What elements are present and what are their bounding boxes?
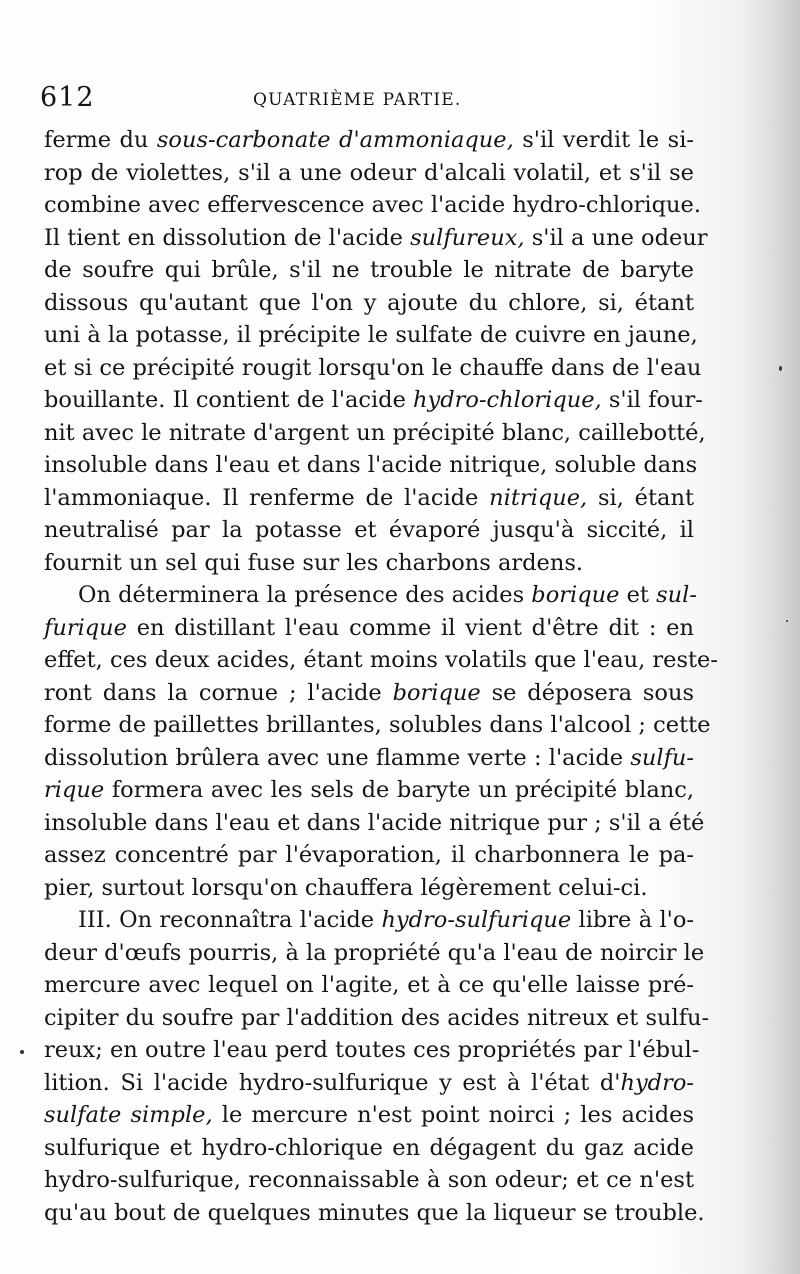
text-line xyxy=(44,319,698,352)
running-head: QUATRIÈME PARTIE. xyxy=(253,90,462,110)
body-text xyxy=(44,124,718,1229)
text-line xyxy=(44,742,694,775)
text-line xyxy=(44,482,694,515)
italic-term: sul- xyxy=(656,582,697,608)
text-run: ront dans la cornue ; l'acide xyxy=(44,679,393,706)
text-run: de soufre qui brûle, s'il ne trouble le nitrate de baryte xyxy=(44,257,694,283)
italic-term: sulfate simple, xyxy=(44,1102,213,1128)
text-run: forme de paillettes brillantes, solubles dans l'alcool ; cette xyxy=(44,712,711,738)
text-run: hydro-sulfurique, reconnaissable à son odeur; et ce n'est xyxy=(44,1167,694,1193)
text-line xyxy=(44,1099,694,1132)
italic-term: hydro- xyxy=(620,1069,694,1096)
text-line xyxy=(44,254,694,287)
text-line xyxy=(44,612,694,645)
text-line xyxy=(44,937,705,970)
text-run: Il tient en dissolution de l'acide xyxy=(44,224,411,251)
text-run: nit avec le nitrate d'argent un précipité blanc, caillebotté, xyxy=(44,419,706,446)
text-run: se déposera sous xyxy=(480,679,694,706)
text-run: si, étant xyxy=(587,484,694,511)
text-run: neutralisé par la potasse et évaporé jusqu'à siccité, il xyxy=(44,517,694,543)
text-line xyxy=(44,222,708,255)
paper-speck xyxy=(779,366,782,371)
paper-speck xyxy=(20,1050,24,1054)
text-run: III. On reconnaîtra l'acide xyxy=(78,907,382,933)
text-line xyxy=(44,1132,694,1165)
text-run: combine avec effervescence avec l'acide hydro-chlorique. xyxy=(44,192,701,218)
text-run: effet, ces deux acides, étant moins volatils que l'eau, reste- xyxy=(44,647,718,673)
page-header xyxy=(40,82,680,122)
text-run: rop de violettes, s'il a une odeur d'alcali volatil, et s'il se xyxy=(44,159,694,186)
text-line xyxy=(44,872,694,905)
page-edge-shadow xyxy=(740,0,800,1274)
text-run: dissous qu'autant que l'on y ajoute du chlore, si, étant xyxy=(44,289,694,316)
text-run: On déterminera la présence des acides xyxy=(78,582,532,608)
text-line xyxy=(44,807,705,840)
text-run: cipiter du soufre par l'addition des acides nitreux et sulfu- xyxy=(44,1004,710,1031)
text-line xyxy=(44,644,718,677)
text-run: libre à l'o- xyxy=(571,907,694,933)
italic-term: borique xyxy=(392,679,481,706)
text-line xyxy=(44,677,694,710)
text-line xyxy=(44,969,694,1002)
text-run: en distillant l'eau comme il vient d'être dit : en xyxy=(126,614,694,641)
text-run: et si ce précipité rougit lorsqu'on le chauffe dans de l'eau xyxy=(44,354,702,381)
text-run: lition. Si l'acide hydro-sulfurique y est à l'état d' xyxy=(44,1069,621,1096)
paper-speck xyxy=(786,620,788,622)
text-run: deur d'œufs pourris, à la propriété qu'a l'eau de noircir le xyxy=(44,939,705,966)
text-line xyxy=(44,547,694,580)
text-line xyxy=(44,579,697,612)
text-run: qu'au bout de quelques minutes que la liqueur se trouble. xyxy=(44,1199,705,1226)
text-run: insoluble dans l'eau et dans l'acide nitrique, soluble dans xyxy=(44,452,698,478)
text-line xyxy=(44,1067,694,1100)
text-line xyxy=(44,352,702,385)
text-line xyxy=(44,709,711,742)
italic-term: sulfureux, xyxy=(410,224,525,251)
page-number: 612 xyxy=(40,82,95,113)
italic-term: borique xyxy=(531,582,620,608)
text-line xyxy=(44,189,701,222)
text-line xyxy=(44,1034,700,1067)
italic-term: furique xyxy=(44,614,127,641)
text-run: insoluble dans l'eau et dans l'acide nitrique pur ; s'il a été xyxy=(44,809,705,836)
italic-term: rique xyxy=(44,777,105,803)
text-line xyxy=(44,449,698,482)
text-run: mercure avec lequel on l'agite, et à ce qu'elle laisse pré- xyxy=(44,972,694,998)
italic-term: nitrique, xyxy=(489,484,588,511)
text-run: fournit un sel qui fuse sur les charbons ardens. xyxy=(44,549,584,576)
italic-term: hydro-sulfurique xyxy=(381,907,572,933)
italic-term: hydro-chlorique, xyxy=(413,387,602,413)
text-run: s'il a une odeur xyxy=(524,224,708,251)
text-run: uni à la potasse, il précipite le sulfate de cuivre en jaune, xyxy=(44,322,698,348)
text-run: ferme du xyxy=(44,127,157,153)
text-line xyxy=(44,1002,710,1035)
text-line xyxy=(44,1197,705,1230)
text-run: formera avec les sels de baryte un précipité blanc, xyxy=(104,777,694,803)
italic-term: sous-carbonate d'ammoniaque, xyxy=(156,127,514,153)
text-line xyxy=(44,1164,694,1197)
text-line xyxy=(44,417,706,450)
text-line xyxy=(44,287,694,320)
text-line xyxy=(44,157,694,190)
text-run: reux; en outre l'eau perd toutes ces propriétés par l'ébul- xyxy=(44,1037,700,1063)
text-run: et xyxy=(619,582,657,608)
text-line xyxy=(44,384,703,417)
text-line xyxy=(44,514,694,547)
text-line xyxy=(44,774,694,807)
text-run: le mercure n'est point noirci ; les acides xyxy=(212,1102,694,1128)
text-run: assez concentré par l'évaporation, il charbonnera le pa- xyxy=(44,842,694,868)
text-line xyxy=(44,839,694,872)
text-run: s'il verdit le si- xyxy=(513,127,695,153)
text-run: dissolution brûlera avec une flamme verte : l'acide xyxy=(44,744,631,771)
text-run: bouillante. Il contient de l'acide xyxy=(44,387,414,413)
text-run: pier, surtout lorsqu'on chauffera légèrement celui-ci. xyxy=(44,874,648,901)
text-run: sulfurique et hydro-chlorique en dégagent du gaz acide xyxy=(44,1134,694,1161)
italic-term: sulfu- xyxy=(630,744,694,771)
text-run: s'il four- xyxy=(601,387,703,413)
text-line xyxy=(44,124,694,157)
text-run: l'ammoniaque. Il renferme de l'acide xyxy=(44,484,490,511)
text-line xyxy=(44,904,694,937)
